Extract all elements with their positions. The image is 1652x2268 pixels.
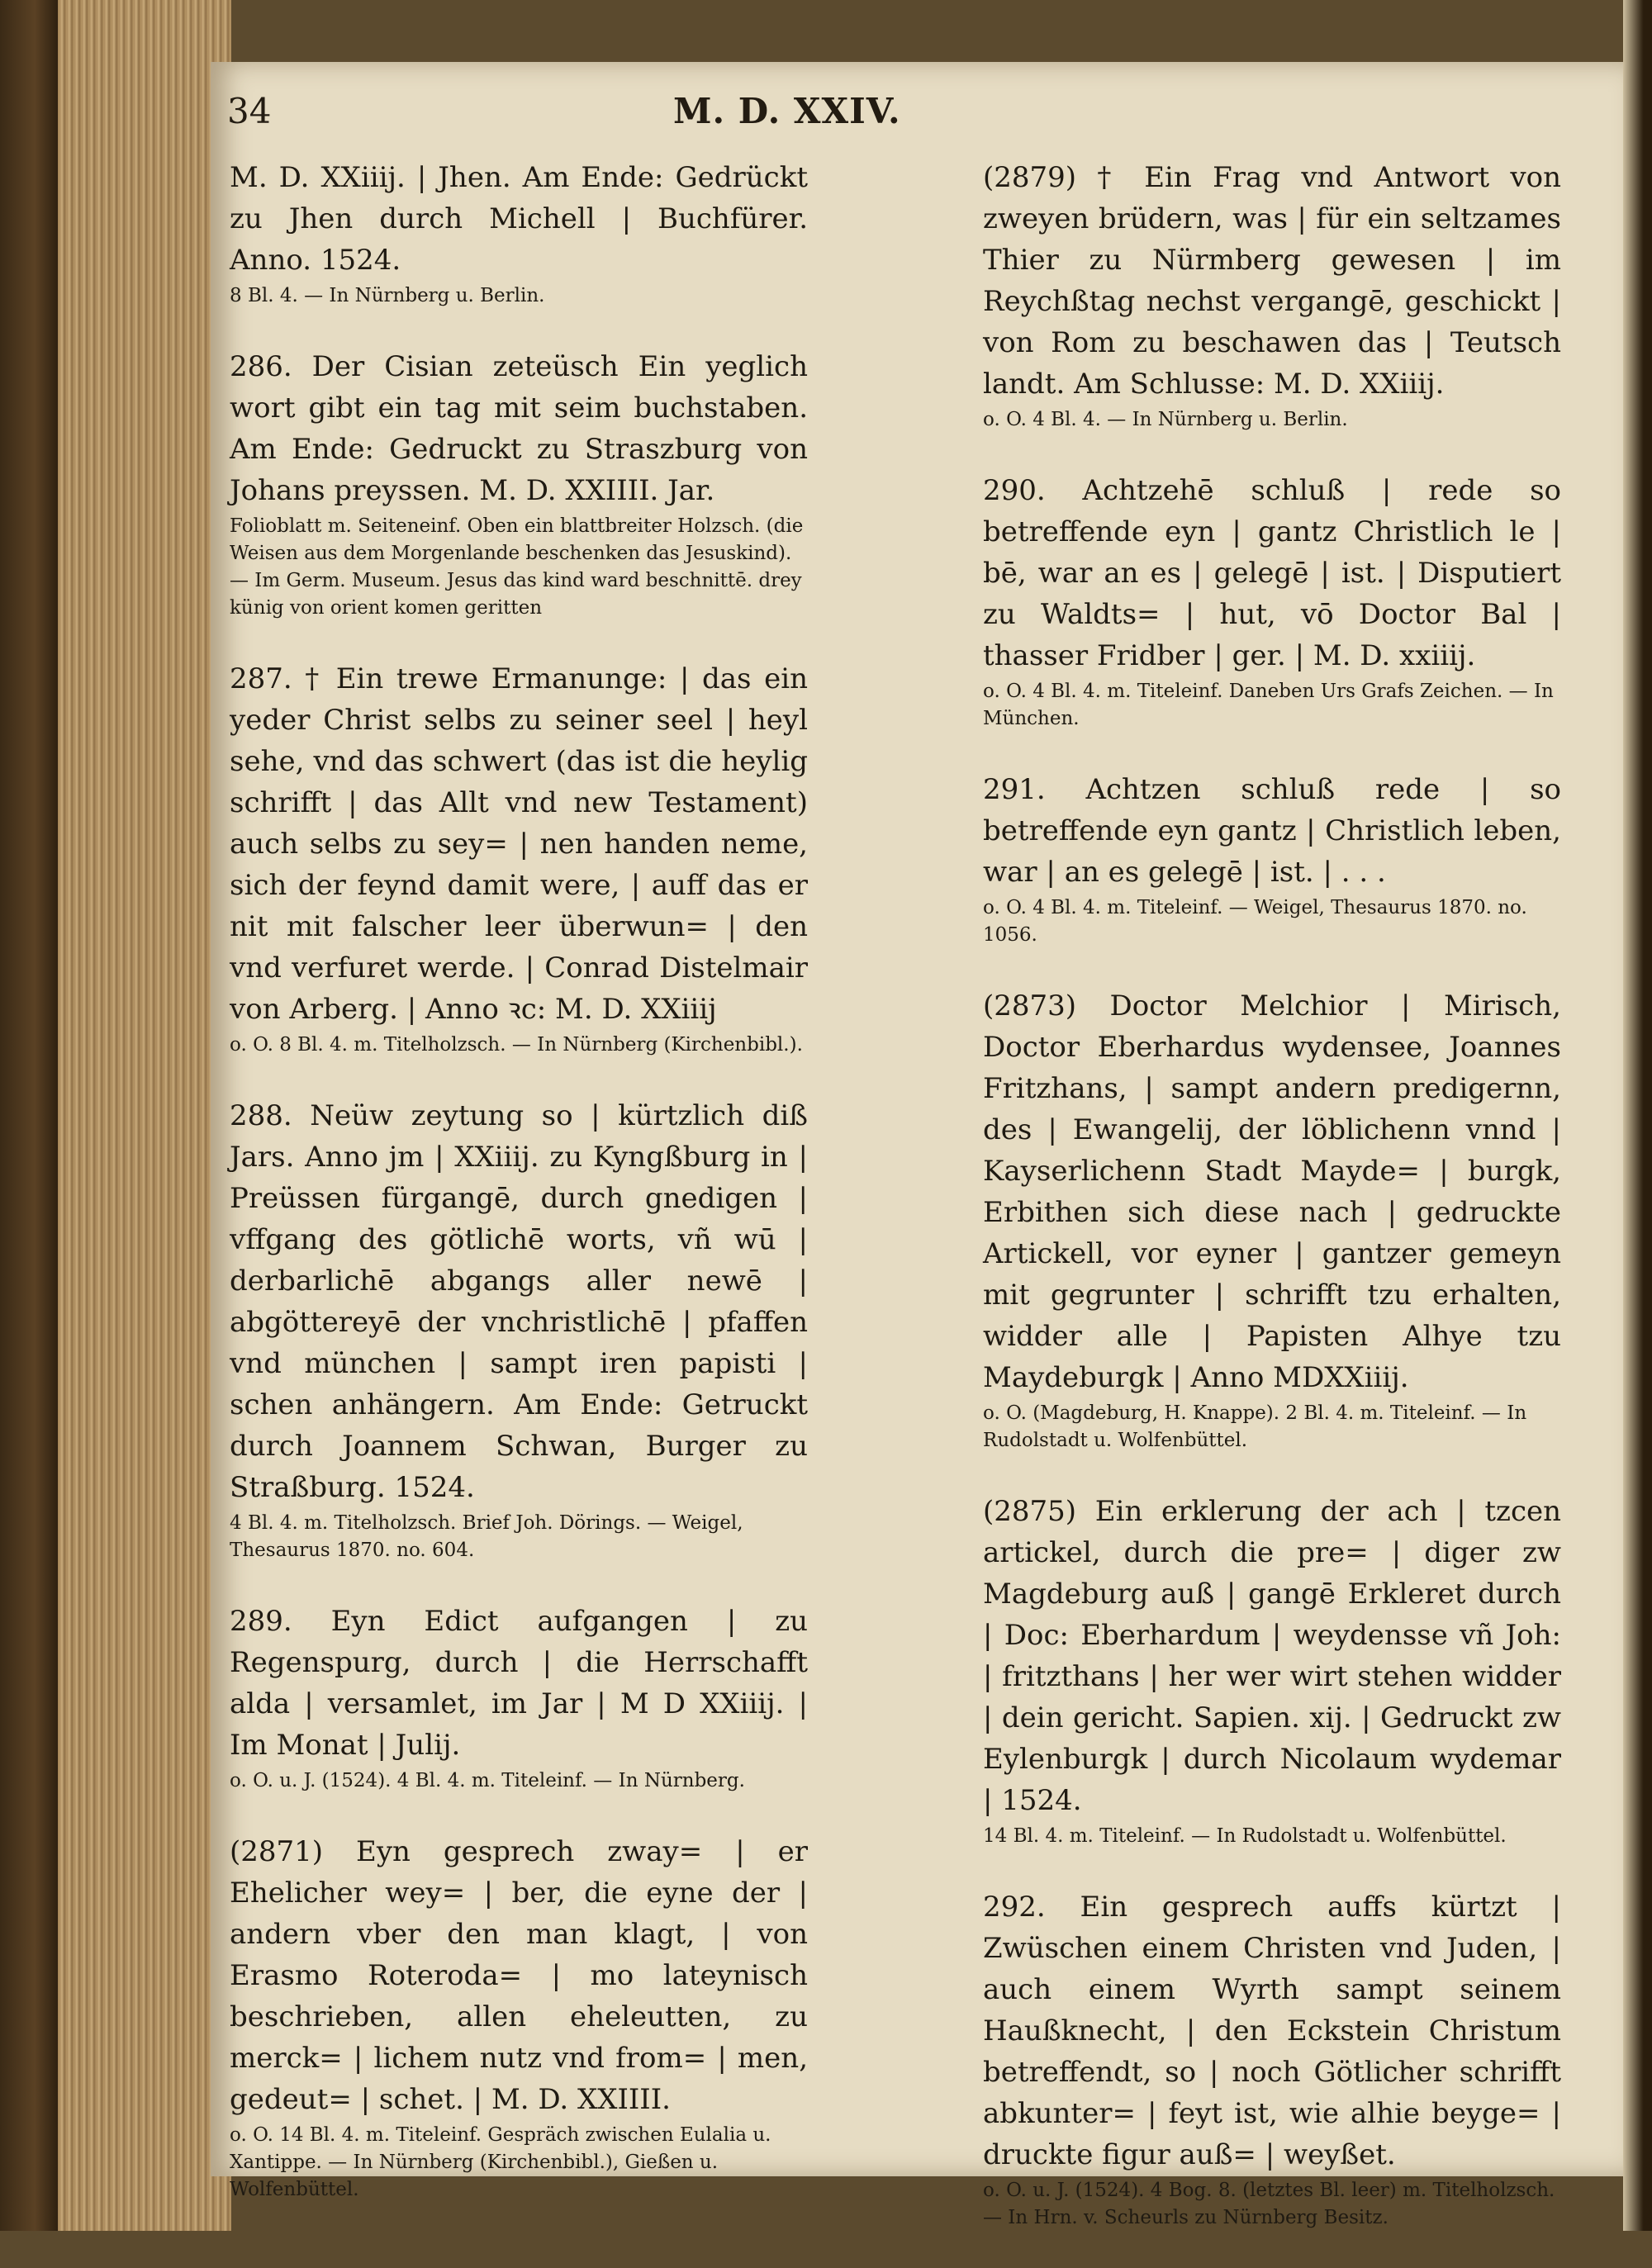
entry-text: 289. Eyn Edict aufgangen | zu Regenspurg, durch | die Herrschafft alda | versamlet, im Jar | M D XXiiij. | Im Monat | Julij. <box>230 1605 808 1762</box>
left-column <box>230 157 808 2240</box>
entry-text: M. D. XXiiij. | Jhen. Am Ende: Gedrückt zu Jhen durch Michell | Buchfürer. Anno. 1524. <box>230 161 808 277</box>
entry-text: 288. Neüw zeytung so | kürtzlich diß Jars. Anno jm | XXiiij. zu Kyngßburg in | Preüssen fürgangē, durch gnedigen | vffgang des götlichē worts, vñ wū | derbarlichē abgangs aller newē | abgöttereyē der vnchristlichē | pfaffen vnd münchen | sampt iren papisti | schen anhängern. Am Ende: Getruckt durch Joannem Schwan, Burger zu Straßburg. 1524. <box>230 1099 808 1504</box>
page-header <box>0 91 1652 140</box>
entry <box>983 769 1561 949</box>
entry <box>983 1491 1561 1850</box>
book-binding-right <box>1623 0 1652 2231</box>
entry-note: o. O. (Magdeburg, H. Knappe). 2 Bl. 4. m. Titeleinf. — In Rudolstadt u. Wolfenbüttel. <box>983 1402 1527 1451</box>
entry-note: o. O. 4 Bl. 4. m. Titeleinf. Daneben Urs Grafs Zeichen. — In München. <box>983 681 1554 729</box>
entry-text: 290. Achtzehē schluß | rede so betreffende eyn | gantz Christlich le | bē, war an es | gelegē | ist. | Disputiert zu Waldts= | hut, vō Doctor Bal | thasser Fridber | ger. | M. D. xxiiij. <box>983 474 1561 672</box>
book-cover-edge <box>0 0 58 2231</box>
entry-note: o. O. u. J. (1524). 4 Bog. 8. (letztes Bl. leer) m. Titelholzsch. — In Hrn. v. Scheurls zu Nürnberg Besitz. <box>983 2180 1555 2228</box>
entry <box>230 658 808 1059</box>
entry <box>983 470 1561 733</box>
entry-text: 286. Der Cisian zeteüsch Ein yeglich wort gibt ein tag mit seim buchstaben. Am Ende: Gedruckt zu Straszburg von Johans preyssen. M. D. XXIIII. Jar. <box>230 350 808 507</box>
entry <box>230 1831 808 2204</box>
right-column <box>983 157 1561 2268</box>
entry-text: 291. Achtzen schluß rede | so betreffende eyn gantz | Christlich leben, war | an es gelegē | ist. | . . . <box>983 773 1561 889</box>
entry-note: o. O. 4 Bl. 4. — In Nürnberg u. Berlin. <box>983 409 1348 430</box>
entry-note: Folioblatt m. Seiteneinf. Oben ein blattbreiter Holzsch. (die Weisen aus dem Morgenlande beschenken das Jesuskind). — Im Germ. Museum. Jesus das kind ward beschnittē. drey künig von orient komen geritten <box>230 515 804 619</box>
running-title: M. D. XXIV. <box>673 91 901 131</box>
entry-note: o. O. u. J. (1524). 4 Bl. 4. m. Titeleinf. — In Nürnberg. <box>230 1770 745 1791</box>
entry-note: o. O. 8 Bl. 4. m. Titelholzsch. — In Nürnberg (Kirchenbibl.). <box>230 1034 803 1056</box>
entry-note: o. O. 14 Bl. 4. m. Titeleinf. Gespräch zwischen Eulalia u. Xantippe. — In Nürnberg (Kirchenbibl.), Gießen u. Wolfenbüttel. <box>230 2124 771 2200</box>
entry <box>230 1601 808 1795</box>
book-page-edges <box>0 0 231 2231</box>
entry <box>983 1886 1561 2232</box>
entry-text: (2871) Eyn gesprech zway= | er Ehelicher wey= | ber, die eyne der | andern vber den man klagt, | von Erasmo Roteroda= | mo lateynisch beschrieben, allen eheleutten, zu merck= | lichem nutz vnd from= | men, gedeut= | schet. | M. D. XXIIII. <box>230 1835 808 2116</box>
entry <box>983 985 1561 1454</box>
entry-text: 292. Ein gesprech auffs kürtzt | Zwüschen einem Christen vnd Juden, | auch einem Wyrth sampt seinem Haußknecht, | den Eckstein Christum betreffendt, so | noch Götlicher schrifft abkunter= | feyt ist, wie alhie beyge= | druckte figur auß= | weyßet. <box>983 1891 1561 2171</box>
entry-note: 8 Bl. 4. — In Nürnberg u. Berlin. <box>230 285 545 306</box>
entry <box>230 346 808 622</box>
entry <box>983 157 1561 434</box>
entry-text: 287. † Ein trewe Ermanunge: | das ein yeder Christ selbs zu seiner seel | heyl sehe, vnd das schwert (das ist die heylig schrifft | das Allt vnd new Testament) auch selbs zu sey= | nen handen neme, sich der feynd damit were, | auff das er nit mit falscher leer überwun= | den vnd verfuret werde. | Conrad Distelmair von Arberg. | Anno ꝛc: M. D. XXiiij <box>230 662 808 1026</box>
entry-text: (2875) Ein erklerung der ach | tzcen artickel, durch die pre= | diger zw Magdeburg auß | gangē Erkleret durch | Doc: Eberhardum | weydensse vñ Joh: | fritzthans | her wer wirt stehen widder | dein gericht. Sapien. xij. | Gedruckt zw Eylenburgk | durch Nicolaum wydemar | 1524. <box>983 1495 1561 1817</box>
entry-text: (2879) † Ein Frag vnd Antwort von zweyen brüdern, was | für ein seltzames Thier zu Nürmberg gewesen | im Reychßtag nechst vergangē, geschickt | von Rom zu beschawen das | Teutsch landt. Am Schlusse: M. D. XXiiij. <box>983 161 1561 401</box>
page-number: 34 <box>227 91 272 131</box>
entry-note: 4 Bl. 4. m. Titelholzsch. Brief Joh. Dörings. — Weigel, Thesaurus 1870. no. 604. <box>230 1512 743 1561</box>
entry <box>230 1095 808 1564</box>
entry <box>230 157 808 310</box>
entry-text: (2873) Doctor Melchior | Mirisch, Doctor Eberhardus wydensee, Joannes Fritzhans, | sampt andern predigernn, des | Ewangelij, der löblichenn vnnd | Kayserlichenn Stadt Mayde= | burgk, Erbithen sich diese nach | gedruckte Artickell, vor eyner | gantzer gemeyn mit gegrunter | schrifft tzu erhalten, widder alle | Papisten Alhye tzu Maydeburgk | Anno MDXXiiij. <box>983 989 1561 1394</box>
entry-note: 14 Bl. 4. m. Titeleinf. — In Rudolstadt u. Wolfenbüttel. <box>983 1825 1507 1847</box>
entry-note: o. O. 4 Bl. 4. m. Titeleinf. — Weigel, Thesaurus 1870. no. 1056. <box>983 897 1527 946</box>
